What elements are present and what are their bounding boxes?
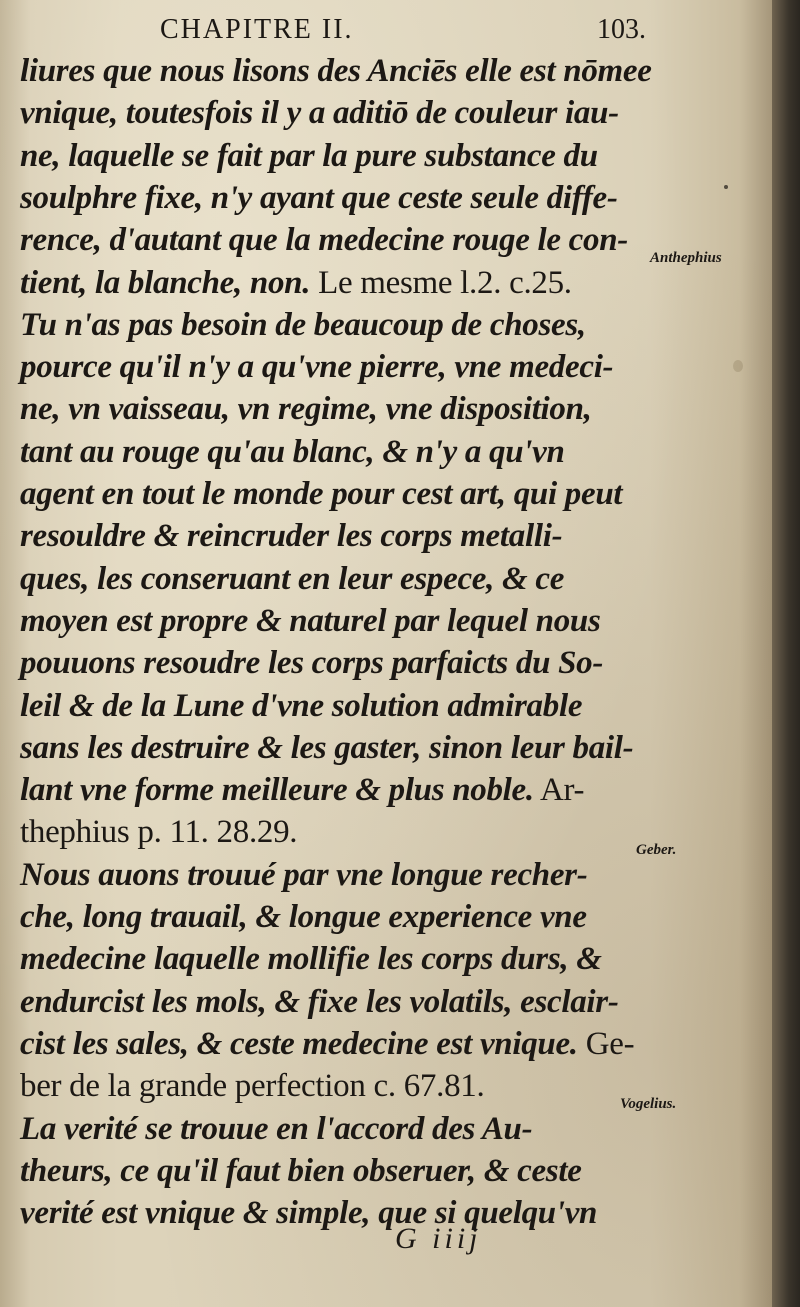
- text-line: [20, 348, 660, 386]
- text-line: [20, 1152, 660, 1190]
- line-text: tient, la blanche, non.: [20, 264, 311, 301]
- line-text: Tu n'as pas besoin de beaucoup de choses,: [20, 306, 586, 343]
- page-edge: [772, 0, 800, 1307]
- text-line: [20, 898, 660, 936]
- text-line: [20, 52, 660, 90]
- line-text: pource qu'il n'y a qu'vne pierre, vne medeci-: [20, 349, 614, 386]
- line-text: ne, vn vaisseau, vn regime, vne disposition,: [20, 391, 592, 428]
- text-line: [20, 602, 660, 640]
- citation-text: Ar-: [533, 772, 585, 809]
- citation-text: Ge-: [577, 1025, 635, 1062]
- line-text: soulphre fixe, n'y ayant que ceste seule diffe-: [20, 179, 618, 216]
- line-text: endurcist les mols, & fixe les volatils, esclair-: [20, 983, 619, 1020]
- text-line: [20, 475, 660, 513]
- text-line: [20, 1194, 660, 1232]
- line-text: moyen est propre & naturel par lequel nous: [20, 602, 601, 639]
- margin-note: Geber.: [636, 841, 677, 858]
- text-line: [20, 137, 660, 175]
- line-text: resouldre & reincruder les corps metalli-: [20, 518, 563, 555]
- line-text: sans les destruire & les gaster, sinon leur bail-: [20, 729, 634, 766]
- line-text: liures que nous lisons des Anciēs elle est nōmee: [20, 53, 652, 89]
- line-text: tant au rouge qu'au blanc, & n'y a qu'vn: [20, 433, 565, 470]
- line-text: rence, d'autant que la medecine rouge le con-: [20, 222, 628, 259]
- text-line: [20, 390, 660, 428]
- text-line: [20, 1025, 660, 1063]
- line-text: Nous auons trouué par vne longue recher-: [20, 856, 588, 893]
- citation-text: Le mesme l.2. c.25.: [310, 264, 572, 301]
- text-line: [20, 179, 660, 217]
- line-text: pouuons resoudre les corps parfaicts du So-: [20, 645, 604, 682]
- text-line: [20, 94, 660, 132]
- text-line: [20, 644, 660, 682]
- margin-note: Anthephius: [650, 249, 722, 266]
- text-line: [20, 856, 660, 894]
- text-line: [20, 771, 660, 809]
- page-number: 103.: [597, 14, 646, 45]
- chapter-title: CHAPITRE II.: [160, 14, 354, 45]
- line-text: theurs, ce qu'il faut bien obseruer, & ceste: [20, 1152, 582, 1189]
- text-line: [20, 1067, 660, 1105]
- line-text: verité est vnique & simple, que si quelqu'vn: [20, 1195, 598, 1232]
- ink-spot: [724, 185, 728, 189]
- text-line: [20, 517, 660, 555]
- text-line: [20, 813, 660, 851]
- text-line: [20, 687, 660, 725]
- text-line: [20, 1110, 660, 1148]
- line-text: La verité se trouue en l'accord des Au-: [20, 1110, 533, 1147]
- signature-mark: G iiij: [395, 1222, 482, 1255]
- text-line: [20, 940, 660, 978]
- text-line: [20, 983, 660, 1021]
- text-line: [20, 560, 660, 598]
- text-line: [20, 729, 660, 767]
- line-text: thephius p. 11. 28.29.: [20, 814, 298, 851]
- line-text: ques, les conseruant en leur espece, & ce: [20, 560, 565, 597]
- running-header: [160, 14, 660, 54]
- line-text: ne, laquelle se fait par la pure substance du: [20, 137, 598, 174]
- ink-spot: [733, 360, 743, 372]
- line-text: cist les sales, & ceste medecine est vnique.: [20, 1025, 578, 1062]
- line-text: lant vne forme meilleure & plus noble.: [20, 772, 534, 809]
- line-text: medecine laquelle mollifie les corps durs, &: [20, 941, 602, 978]
- line-text: che, long trauail, & longue experience vne: [20, 899, 587, 935]
- text-line: [20, 433, 660, 471]
- margin-note: Vogelius.: [620, 1095, 677, 1112]
- text-line: [20, 306, 660, 344]
- line-text: vnique, toutesfois il y a aditiō de couleur iau-: [20, 95, 619, 132]
- text-line: [20, 221, 660, 259]
- text-line: [20, 264, 660, 302]
- line-text: agent en tout le monde pour cest art, qui peut: [20, 476, 623, 512]
- line-text: leil & de la Lune d'vne solution admirable: [20, 687, 583, 724]
- line-text: ber de la grande perfection c. 67.81.: [20, 1068, 485, 1105]
